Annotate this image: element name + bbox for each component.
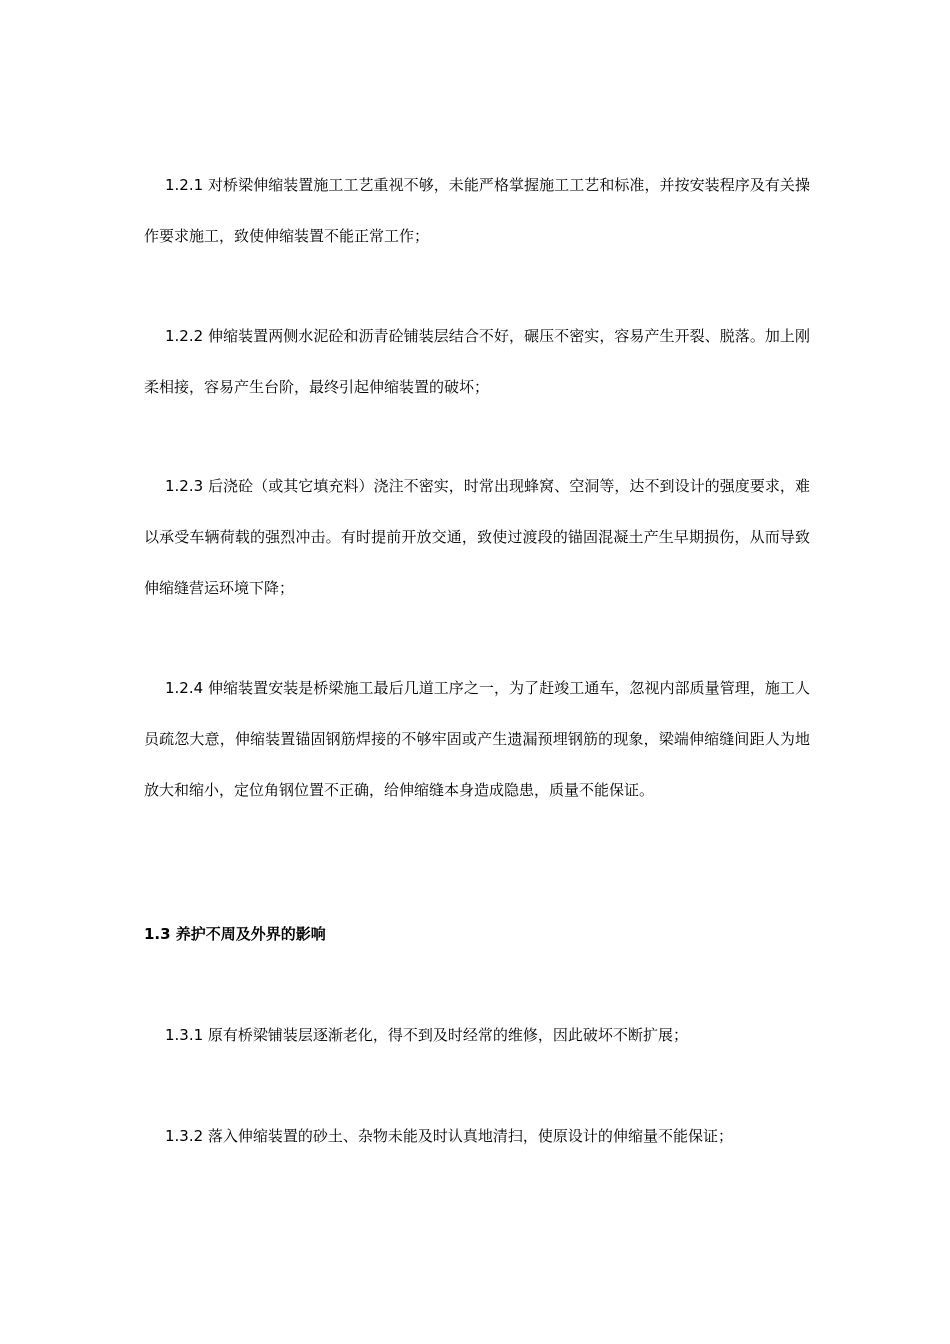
paragraph-1-3-2: 1.3.2 落入伸缩装置的砂土、杂物未能及时认真地清扫，使原设计的伸缩量不能保证； <box>165 1127 733 1145</box>
paragraph-1-2-3: 1.2.3 后浇砼（或其它填充料）浇注不密实，时常出现蜂窝、空洞等，达不到设计的强度要求，难以承受车辆荷载的强烈冲击。有时提前开放交通，致使过渡段的锚固混凝土产生早期损伤，从而导致伸缩缝营运环境下降； <box>144 477 810 597</box>
paragraph-1-2-4: 1.2.4 伸缩装置安装是桥梁施工最后几道工序之一，为了赶竣工通车，忽视内部质量管理，施工人员疏忽大意，伸缩装置锚固钢筋焊接的不够牢固或产生遗漏预埋钢筋的现象，梁端伸缩缝间距人为地放大和缩小，定位角钢位置不正确，给伸缩缝本身造成隐患，质量不能保证。 <box>144 679 810 799</box>
paragraph-1-2-2: 1.2.2 伸缩装置两侧水泥砼和沥青砼铺装层结合不好，碾压不密实，容易产生开裂、脱落。加上刚柔相接，容易产生台阶，最终引起伸缩装置的破坏； <box>144 327 810 396</box>
section-heading-1-3: 1.3 养护不周及外界的影响 <box>144 925 326 943</box>
paragraph-1-2-1: 1.2.1 对桥梁伸缩装置施工工艺重视不够，未能严格掌握施工工艺和标准，并按安装程序及有关操作要求施工，致使伸缩装置不能正常工作； <box>144 176 810 245</box>
paragraph-1-3-1: 1.3.1 原有桥梁铺装层逐渐老化，得不到及时经常的维修，因此破坏不断扩展； <box>165 1026 688 1044</box>
